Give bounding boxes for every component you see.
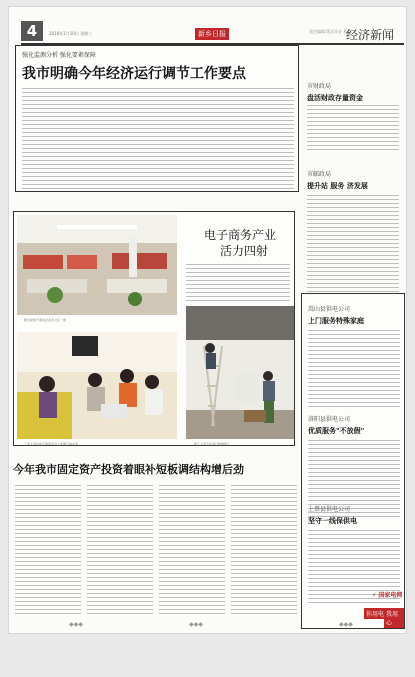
lead-body xyxy=(22,88,294,192)
section-title: 经济新闻 xyxy=(346,28,395,42)
feature-subtitle: 活力四射 xyxy=(220,244,269,258)
power-company-box xyxy=(301,293,405,629)
feature-body xyxy=(186,264,290,304)
footer-ornament-right: ◆◆◆ xyxy=(339,621,353,628)
lead-headline: 我市明确今年经济运行调节工作要点 xyxy=(22,66,246,82)
office-caption: 图为某电子商务企业办公区一角 xyxy=(24,318,67,322)
office-photo xyxy=(17,215,177,315)
footer-ornament-mid: ◆◆◆ xyxy=(189,621,203,628)
right-column-top xyxy=(301,45,405,290)
power-sub-2: 洛阳县供电公司 xyxy=(308,416,351,423)
lead-kicker: 强化监测分析 强化要素保障 xyxy=(22,52,96,59)
investment-col-3 xyxy=(159,485,225,617)
workers-caption: 工作人员在电子商务平台上处理订单业务 xyxy=(24,442,79,446)
editor-line: 责任编辑 版式设计 校对 xyxy=(309,29,352,34)
investment-col-2 xyxy=(87,485,153,617)
investment-headline: 今年我市固定资产投资着眼补短板调结构增后劲 xyxy=(13,463,244,476)
logo-icon: ⚡ xyxy=(372,592,377,599)
issue-date: 2018年1月10日 星期三 xyxy=(49,31,93,36)
item2-section: 市邮政局 xyxy=(307,171,332,178)
workers-photo xyxy=(17,332,177,439)
power-sub-1: 嵩山县供电公司 xyxy=(308,306,351,313)
masthead: 新乡日报 xyxy=(195,28,229,40)
power-headline-1: 上门服务特殊家庭 xyxy=(308,317,364,325)
page-number: 4 xyxy=(21,21,43,41)
item1-body xyxy=(307,105,399,153)
power-headline-3: 坚守一线保供电 xyxy=(308,517,357,525)
slogan-right: 我用心 xyxy=(384,608,404,628)
state-grid-logo xyxy=(372,590,402,599)
power-body-1 xyxy=(308,330,400,410)
power-sub-3: 上蔡县供电公司 xyxy=(308,506,351,513)
power-headline-2: 优质服务"不放假" xyxy=(308,427,365,435)
lead-article xyxy=(15,45,299,192)
investment-col-1 xyxy=(15,485,81,617)
feature-title: 电子商务产业 xyxy=(204,228,277,242)
item1-section: 市财政局 xyxy=(307,83,332,90)
slogan-left: 你用电 xyxy=(364,608,386,619)
item2-headline: 提升站 服务 济发展 xyxy=(307,182,368,190)
logo-text: 国家电网 xyxy=(378,592,403,599)
ecommerce-feature xyxy=(13,211,295,446)
construction-photo xyxy=(186,306,294,439)
newspaper-page xyxy=(8,6,407,634)
construction-caption: 施工人员正在进行装修施工 xyxy=(194,442,231,446)
investment-col-4 xyxy=(231,485,297,617)
footer-ornament-left: ◆◆◆ xyxy=(69,621,83,628)
item1-headline: 盘活财政存量资金 xyxy=(307,94,363,102)
